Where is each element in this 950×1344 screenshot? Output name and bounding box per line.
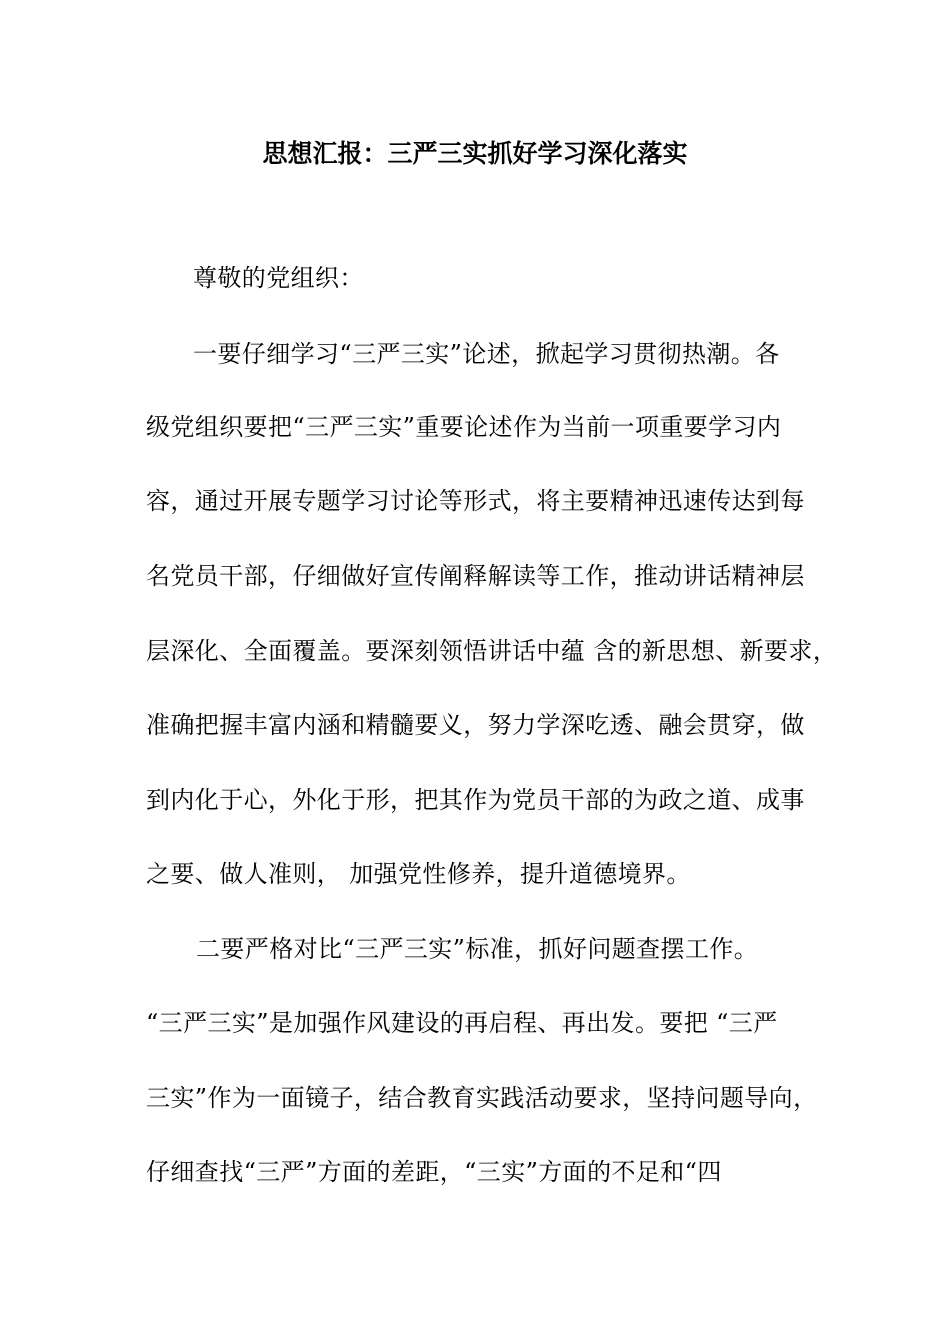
paragraph-line: 一要仔细学习“三严三实”论述，掀起学习贯彻热潮。各 xyxy=(193,340,780,368)
paragraph-line: 容，通过开展专题学习讨论等形式，将主要精神迅速传达到每 xyxy=(146,487,805,515)
paragraph-line: 三实”作为一面镜子，结合教育实践活动要求，坚持问题导向， xyxy=(146,1084,818,1112)
paragraph-line: 之要、做人准则， 加强党性修养，提升道德境界。 xyxy=(146,860,691,888)
paragraph-line: 层深化、全面覆盖。要深刻领悟讲话中蕴 含的新思想、新要求， xyxy=(146,637,838,665)
paragraph-line: 准确把握丰富内涵和精髓要义，努力学深吃透、融会贯穿，做 xyxy=(146,711,805,739)
paragraph-line: 名党员干部，仔细做好宣传阐释解读等工作，推动讲话精神层 xyxy=(146,562,805,590)
paragraph-line: 级党组织要把“三严三实”重要论述作为当前一项重要学习内 xyxy=(146,413,782,441)
salutation: 尊敬的党组织： xyxy=(193,264,364,292)
paragraph-line: 到内化于心，外化于形，把其作为党员干部的为政之道、成事 xyxy=(146,786,805,814)
paragraph-line: “三严三实”是加强作风建设的再启程、再出发。要把 “三严 xyxy=(146,1009,778,1037)
paragraph-line: 二要严格对比“三严三实”标准，抓好问题查摆工作。 xyxy=(196,935,759,963)
document-title: 思想汇报：三严三实抓好学习深化落实 xyxy=(262,139,688,168)
paragraph-line: 仔细查找“三严”方面的差距，“三实”方面的不足和“四 xyxy=(146,1158,722,1186)
